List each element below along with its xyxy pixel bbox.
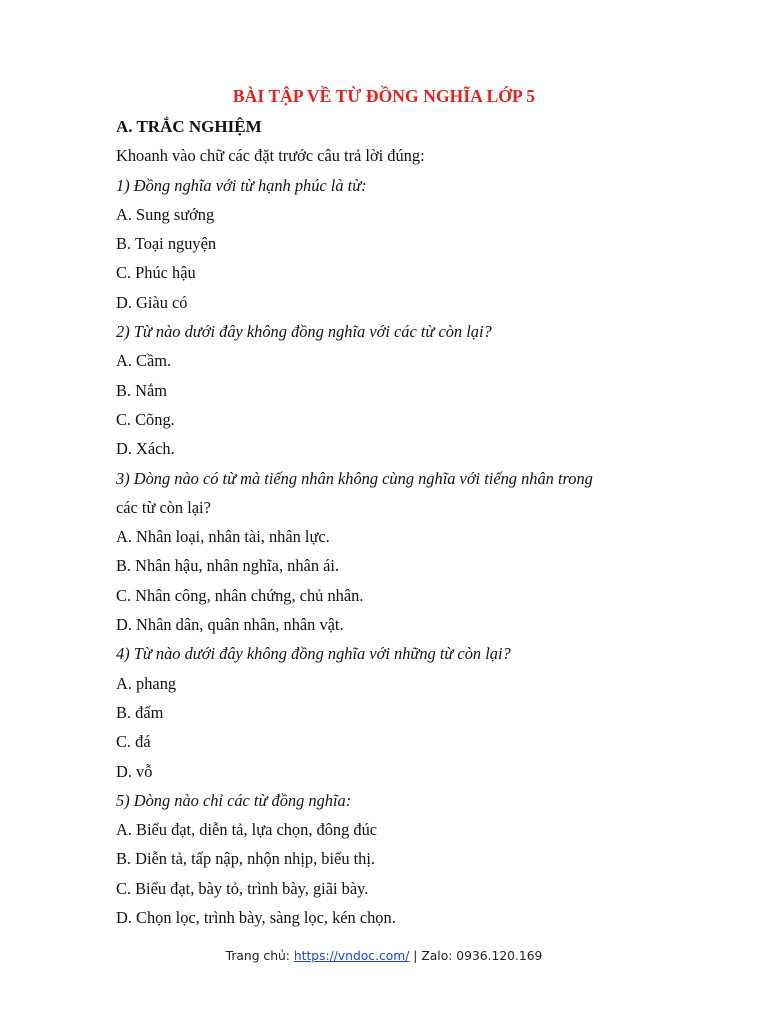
footer-prefix: Trang chủ:: [225, 949, 294, 963]
option-5c: C. Biểu đạt, bày tỏ, trình bày, giãi bày.: [116, 878, 369, 898]
option-4d: D. vỗ: [116, 761, 153, 781]
question-1: 1) Đồng nghĩa với từ hạnh phúc là từ:: [116, 175, 367, 195]
question-3: 3) Dòng nào có từ mà tiếng nhân không cùng nghĩa với tiếng nhân trong: [116, 468, 593, 488]
question-2: 2) Từ nào dưới đây không đồng nghĩa với các từ còn lại?: [116, 322, 492, 342]
footer-home-link[interactable]: https://vndoc.com/: [293, 949, 410, 963]
option-1a: A. Sung sướng: [116, 204, 215, 224]
option-4b: B. đấm: [116, 702, 164, 722]
option-2a: A. Cầm.: [116, 351, 172, 371]
option-4a: A. phang: [116, 673, 177, 693]
option-5d: D. Chọn lọc, trình bày, sàng lọc, kén chọn.: [116, 908, 396, 928]
option-1b: B. Toại nguyện: [116, 234, 217, 254]
option-3a: A. Nhân loại, nhân tài, nhân lực.: [116, 527, 330, 547]
option-5b: B. Diễn tả, tấp nập, nhộn nhịp, biểu thị.: [116, 849, 376, 869]
option-3d: D. Nhân dân, quân nhân, nhân vật.: [116, 615, 344, 635]
page-footer: [0, 949, 768, 963]
option-2d: D. Xách.: [116, 439, 175, 459]
option-4c: C. đá: [116, 732, 151, 752]
option-3b: B. Nhân hậu, nhân nghĩa, nhân ái.: [116, 556, 340, 576]
section-heading: A. TRẮC NGHIỆM: [116, 117, 262, 136]
question-5: 5) Dòng nào chỉ các từ đồng nghĩa:: [116, 790, 352, 810]
option-1c: C. Phúc hậu: [116, 263, 196, 283]
option-5a: A. Biểu đạt, diễn tả, lựa chọn, đông đúc: [116, 820, 378, 840]
option-2b: B. Nắm: [116, 380, 167, 400]
option-1d: D. Giàu có: [116, 292, 188, 312]
document-title: BÀI TẬP VỀ TỪ ĐỒNG NGHĨA LỚP 5: [232, 86, 536, 106]
question-4: 4) Từ nào dưới đây không đồng nghĩa với những từ còn lại?: [116, 644, 511, 664]
option-3c: C. Nhân công, nhân chứng, chủ nhân.: [116, 585, 364, 605]
document-body: [116, 112, 676, 932]
footer-contact: | Zalo: 0936.120.169: [409, 949, 543, 963]
question-3-continued: các từ còn lại?: [116, 497, 211, 517]
option-2c: C. Cõng.: [116, 409, 175, 429]
instruction: Khoanh vào chữ các đặt trước câu trả lời đúng:: [116, 146, 425, 166]
